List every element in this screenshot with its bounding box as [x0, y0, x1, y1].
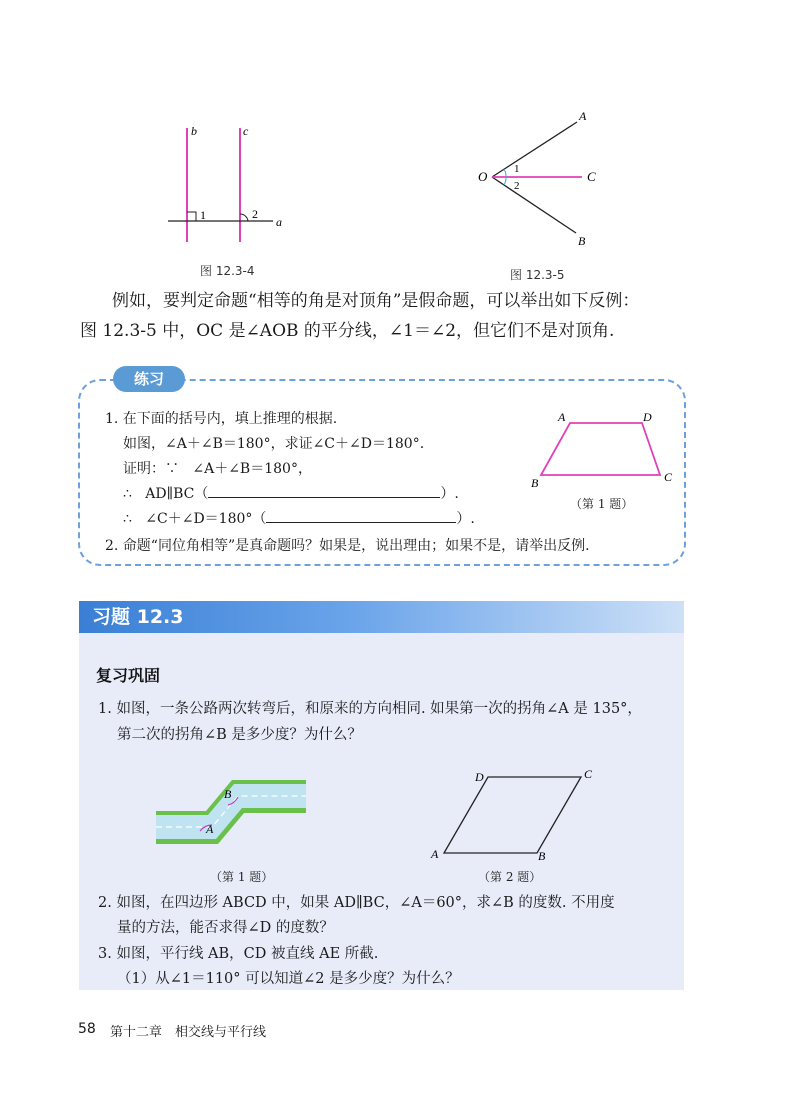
- label-B: B: [538, 849, 546, 863]
- step2-end: ）.: [456, 511, 475, 527]
- step1-answer-blank[interactable]: [208, 483, 440, 498]
- practice-q1-step2: [123, 507, 475, 532]
- angle-2-arc: [504, 177, 506, 185]
- practice-figure-caption: （第 1 题）: [570, 497, 634, 511]
- label-C: C: [587, 169, 596, 184]
- right-angle-mark: [187, 212, 196, 221]
- exercise-q1-line2: 第二次的拐角∠B 是多少度？为什么？: [117, 727, 362, 743]
- practice-trapezoid-figure: [528, 405, 678, 490]
- angle-1-arc: [504, 169, 506, 177]
- label-A: A: [206, 822, 214, 836]
- ray-OB: [492, 177, 576, 233]
- exercise-q3-line1: 3. 如图，平行线 AB，CD 被直线 AE 所截.: [98, 946, 379, 962]
- step1-expr: AD∥BC（: [145, 486, 209, 502]
- step2-answer-blank[interactable]: [266, 508, 456, 523]
- angle-2-arc: [240, 214, 248, 221]
- label-D: D: [475, 770, 484, 784]
- step1-end: ）.: [440, 486, 459, 502]
- label-C: C: [584, 767, 593, 781]
- label-c: c: [243, 124, 249, 138]
- label-B: B: [224, 787, 232, 801]
- label-C: C: [664, 470, 673, 484]
- exercise-q1-line1: 1. 如图，一条公路两次转弯后，和原来的方向相同. 如果第一次的拐角∠A 是 135°，: [98, 701, 642, 717]
- exercise-fig2-caption: （第 2 题）: [478, 870, 542, 884]
- parallelogram-figure: [425, 765, 605, 865]
- proof-label: 证明：∵: [123, 461, 179, 477]
- review-heading: 复习巩固: [96, 666, 161, 685]
- label-1: 1: [200, 208, 206, 222]
- practice-tab: 练习: [113, 366, 185, 392]
- label-2: 2: [252, 207, 258, 221]
- chapter-title: 第十二章 相交线与平行线: [110, 1025, 267, 1040]
- intro-line-1: 例如，要判定命题“相等的角是对顶角”是假命题，可以举出如下反例：: [112, 291, 640, 311]
- label-A: A: [558, 410, 566, 424]
- exercise-q2-line2: 量的方法，能否求得∠D 的度数？: [117, 920, 334, 936]
- therefore-symbol: ∴: [123, 486, 132, 502]
- therefore-symbol: ∴: [123, 511, 132, 527]
- label-1: 1: [514, 163, 520, 175]
- parallelogram-ABCD: [444, 777, 581, 853]
- label-b: b: [191, 124, 197, 138]
- figure-12-3-5: [470, 105, 610, 250]
- label-O: O: [478, 169, 488, 184]
- step2-expr: ∠C＋∠D＝180°（: [145, 511, 267, 527]
- practice-q1-step1: [123, 482, 459, 507]
- practice-q1-given: 如图，∠A＋∠B＝180°，求证∠C＋∠D＝180°.: [123, 436, 425, 452]
- label-a: a: [276, 215, 282, 229]
- ray-OA: [492, 122, 577, 177]
- exercise-fig1-caption: （第 1 题）: [210, 870, 274, 884]
- exercise-q2-line1: 2. 如图，在四边形 ABCD 中，如果 AD∥BC，∠A＝60°，求∠B 的度数. 不用度: [98, 895, 615, 911]
- exercise-title: 习题 12.3: [92, 606, 184, 628]
- practice-q1-title: 1. 在下面的括号内，填上推理的根据.: [105, 411, 338, 427]
- label-2: 2: [514, 180, 520, 192]
- proof-expr: ∠A＋∠B＝180°，: [192, 461, 312, 477]
- label-D: D: [643, 410, 652, 424]
- page-number: 58: [78, 1021, 96, 1037]
- figure-12-3-4: [160, 120, 300, 250]
- label-B: B: [578, 234, 586, 248]
- trapezoid-ABCD: [541, 423, 660, 475]
- practice-q2: 2. 命题“同位角相等”是真命题吗？如果是，说出理由；如果不是，请举出反例.: [105, 538, 590, 554]
- figure-12-3-5-caption: 图 12.3-5: [510, 268, 565, 282]
- exercise-q3-line2: （1）从∠1＝110° 可以知道∠2 是多少度？为什么？: [117, 971, 460, 987]
- intro-line-2: 图 12.3-5 中，OC 是∠AOB 的平分线，∠1＝∠2，但它们不是对顶角.: [80, 321, 615, 341]
- road-figure: [150, 775, 315, 850]
- label-A: A: [579, 109, 587, 123]
- figure-12-3-4-caption: 图 12.3-4: [200, 264, 255, 278]
- practice-q1-proof: [123, 457, 312, 482]
- label-A: A: [431, 847, 439, 861]
- label-B: B: [531, 476, 539, 490]
